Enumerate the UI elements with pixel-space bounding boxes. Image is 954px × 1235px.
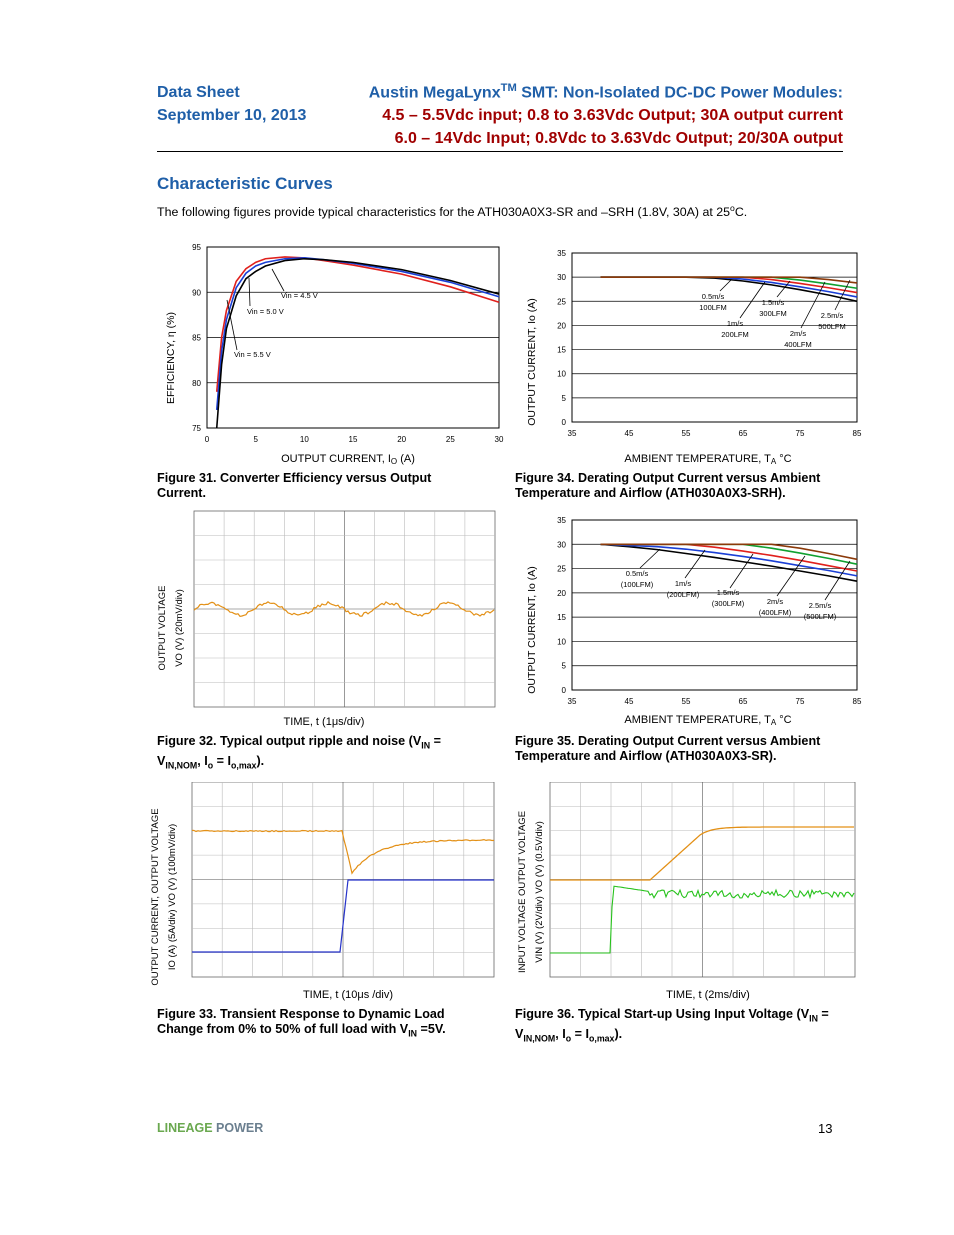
annotation-label: 100LFM	[699, 303, 727, 312]
section-title: Characteristic Curves	[157, 174, 333, 193]
figure-36-caption	[515, 1007, 829, 1046]
x-tick-label: 5	[253, 435, 258, 444]
brand-lineage: LINEAGE	[157, 1121, 213, 1135]
x-tick-label: 35	[567, 429, 577, 438]
spec-line-1: 4.5 – 5.5Vdc input; 0.8 to 3.63Vdc Output; 30A output current	[382, 107, 843, 124]
footer-brand	[157, 1121, 263, 1135]
x-tick-label: 65	[738, 429, 748, 438]
y-tick-label: 85	[192, 333, 201, 343]
y-tick-label: 35	[557, 516, 566, 525]
derating-chart-sr	[515, 508, 870, 730]
product-title-main: Austin MegaLynx	[368, 84, 501, 102]
brand-power: POWER	[212, 1121, 264, 1135]
annotation-label: 2m/s	[766, 597, 784, 606]
ripple-scope-grid	[194, 511, 495, 707]
annotation-label: 1m/s	[726, 319, 744, 328]
y-tick-label: 0	[561, 418, 566, 427]
figure-31-caption	[157, 471, 431, 501]
x-tick-label: 75	[795, 697, 805, 706]
x-tick-label: 0	[204, 435, 210, 444]
x-tick-label: 85	[852, 429, 862, 438]
y-tick-label: 0	[561, 686, 566, 695]
header-rule	[157, 151, 843, 152]
y-tick-label: 20	[557, 588, 566, 598]
y-tick-label: 15	[557, 613, 566, 623]
x-tick-label: 45	[624, 429, 634, 438]
caption-line: $V_{IN,NOM}$, $I_o = I_{o,max}$).	[157, 753, 265, 771]
intro-text	[157, 203, 747, 219]
x-tick-label: 55	[681, 429, 691, 438]
annotation-label: 400LFM	[784, 340, 812, 349]
startup-ylabel-line2: VIN (V) (2V/div) VO (V) (0.5V/div)	[534, 821, 545, 963]
startup-scope-grid	[550, 782, 855, 977]
annotation-label: 200LFM	[721, 330, 749, 339]
figure-32-caption	[157, 734, 441, 773]
figure-35-caption	[515, 734, 820, 764]
derating-plot-srh	[557, 249, 862, 438]
startup-xlabel: TIME, t (2ms/div)	[666, 989, 750, 1001]
ripple-ylabel-line2: VO (V) (20mV/div)	[174, 589, 185, 667]
caption-line: Temperature and Airflow (ATH030A0X3-SR).	[515, 749, 777, 763]
y-tick-label: 35	[557, 249, 566, 258]
caption-line: $V_{IN,NOM}$, $I_o = I_{o,max}$).	[515, 1026, 623, 1044]
annotation-label: 2m/s	[789, 329, 807, 338]
caption-line: Figure 33. Transient Response to Dynamic Load	[157, 1007, 445, 1021]
derating-sr-xlabel: AMBIENT TEMPERATURE, TA °C	[624, 714, 792, 727]
product-title	[369, 82, 843, 102]
degree-sup: o	[730, 203, 735, 213]
caption-line: Figure 32. Typical output ripple and noise ($V_{IN}$ =	[157, 734, 441, 751]
y-tick-label: 5	[561, 661, 566, 671]
derating-plot-sr	[557, 516, 862, 706]
derating-srh-ylabel: OUTPUT CURRENT, Io (A)	[526, 298, 538, 426]
annotation-label: (500LFM)	[803, 612, 837, 621]
annotation-label: 1.5m/s	[761, 298, 785, 307]
annotation-label: 0.5m/s	[701, 292, 725, 301]
y-tick-label: 90	[192, 288, 201, 298]
annotation-label: (300LFM)	[711, 599, 745, 608]
caption-line: Figure 34. Derating Output Current versus Ambient	[515, 471, 821, 485]
y-tick-label: 75	[192, 424, 201, 433]
annotation-label: 500LFM	[818, 322, 846, 331]
caption-line: Change from 0% to 50% of full load with $V_{IN} =5V$.	[157, 1022, 446, 1039]
transient-ylabel-line2: IO (A) (5A/div) VO (V) (100mV/div)	[167, 823, 178, 971]
startup-ylabel-line1: INPUT VOLTAGE OUTPUT VOLTAGE	[517, 810, 528, 974]
x-tick-label: 85	[852, 697, 862, 706]
efficiency-ylabel: EFFICIENCY, η (%)	[165, 312, 177, 404]
ripple-scope-trace	[157, 508, 502, 730]
y-tick-label: 80	[192, 378, 201, 388]
doc-type: Data Sheet	[157, 84, 240, 101]
product-title-rest: SMT: Non-Isolated DC-DC Power Modules:	[516, 84, 843, 102]
x-tick-label: 55	[681, 697, 691, 706]
x-tick-label: 25	[445, 435, 455, 444]
ripple-yaxis-labels	[157, 508, 193, 708]
efficiency-chart	[157, 240, 507, 470]
annotation-label: 2.5m/s	[808, 601, 832, 610]
trademark: TM	[500, 82, 517, 94]
annotation-label: (400LFM)	[758, 608, 792, 617]
figure-34-caption	[515, 471, 820, 501]
caption-line: Figure 31. Converter Efficiency versus Output	[157, 471, 432, 485]
x-tick-label: 75	[795, 429, 805, 438]
x-tick-label: 15	[348, 435, 358, 444]
caption-line: Temperature and Airflow (ATH030A0X3-SRH).	[515, 486, 786, 500]
efficiency-xlabel: OUTPUT CURRENT, IO (A)	[281, 453, 415, 466]
y-tick-label: 10	[557, 637, 566, 647]
intro-text-main: The following figures provide typical characteristics for the ATH030A0X3-SR and –SRH (1.8V, 30A) at 25	[157, 205, 731, 220]
caption-line: Figure 35. Derating Output Current versus Ambient	[515, 734, 821, 748]
caption-line: Current.	[157, 486, 206, 500]
y-tick-label: 30	[557, 273, 566, 283]
derating-chart-srh	[515, 240, 870, 470]
y-tick-label: 25	[557, 297, 566, 307]
annotation-vin-5.5: Vin = 5.5 V	[234, 350, 271, 359]
annotation-vin-4.5: Vin = 4.5 V	[281, 291, 318, 300]
derating-srh-xlabel: AMBIENT TEMPERATURE, TA °C	[624, 453, 792, 466]
efficiency-plot	[192, 243, 504, 444]
transient-ylabel-line1: OUTPUT CURRENT, OUTPUT VOLTAGE	[150, 808, 161, 986]
doc-date: September 10, 2013	[157, 107, 307, 124]
y-tick-label: 10	[557, 369, 566, 379]
y-tick-label: 5	[561, 393, 566, 403]
annotation-label: 0.5m/s	[625, 569, 649, 578]
y-tick-label: 15	[557, 345, 566, 355]
intro-text-end: C.	[734, 205, 748, 220]
annotation-vin-5.0: Vin = 5.0 V	[247, 307, 284, 316]
transient-scope-grid	[192, 782, 494, 977]
spec-line-2: 6.0 – 14Vdc Input; 0.8Vdc to 3.63Vdc Output; 20/30A output	[394, 130, 843, 147]
derating-sr-ylabel: OUTPUT CURRENT, Io (A)	[526, 566, 538, 694]
figure-33-caption	[157, 1007, 446, 1042]
ripple-xlabel: TIME, t (1μs/div)	[283, 716, 365, 728]
y-tick-label: 25	[557, 564, 566, 574]
x-tick-label: 20	[397, 435, 407, 444]
annotation-label: (200LFM)	[666, 590, 700, 599]
transient-xlabel: TIME, t (10μs /div)	[302, 989, 394, 1001]
caption-line: Figure 36. Typical Start-up Using Input Voltage ($V_{IN}$ =	[515, 1007, 829, 1024]
page-number: 13	[818, 1121, 833, 1136]
x-tick-label: 30	[494, 435, 504, 444]
x-tick-label: 45	[624, 697, 634, 706]
x-tick-label: 10	[299, 435, 309, 444]
annotation-label: 2.5m/s	[820, 311, 844, 320]
x-tick-label: 65	[738, 697, 748, 706]
x-tick-label: 35	[567, 697, 577, 706]
transient-scope-trace	[150, 782, 500, 1004]
y-tick-label: 30	[557, 540, 566, 550]
y-tick-label: 95	[192, 243, 201, 252]
ripple-ylabel-line1: OUTPUT VOLTAGE	[157, 585, 168, 671]
annotation-label: 1m/s	[674, 579, 692, 588]
annotation-label: 1.5m/s	[716, 588, 740, 597]
startup-scope-trace	[513, 782, 863, 1004]
annotation-label: 300LFM	[759, 309, 787, 318]
y-tick-label: 20	[557, 321, 566, 331]
annotation-label: (100LFM)	[620, 580, 654, 589]
